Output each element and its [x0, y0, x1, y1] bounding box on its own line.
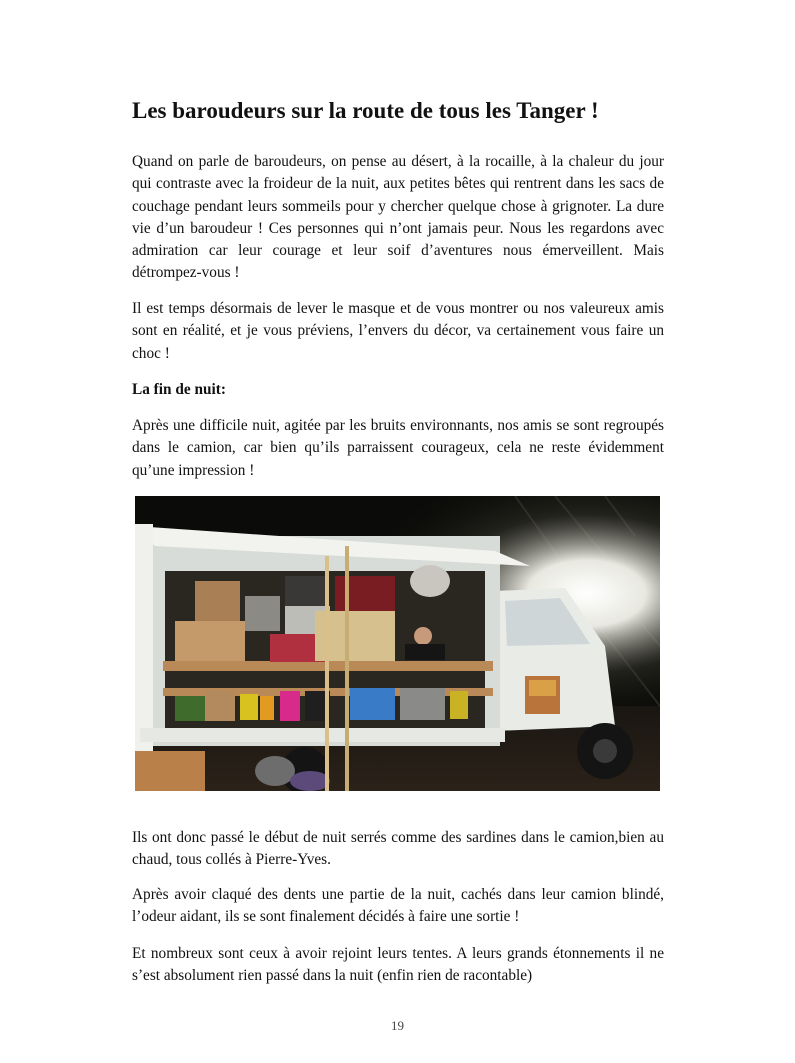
- reveal-paragraph: Il est temps désormais de lever le masque et de vous montrer ou nos valeureux amis sont en réalité, et je vous préviens, l’envers du décor, va certainement vous faire un choc !: [132, 300, 664, 362]
- sortie-paragraph: Après avoir claqué des dents une partie de la nuit, cachés dans leur camion blindé, l’odeur aidant, ils se sont finalement décidés à faire une sortie !: [132, 886, 664, 926]
- tents-paragraph: Et nombreux sont ceux à avoir rejoint leurs tentes. A leurs grands étonnements il ne s’est absolument rien passé dans la nuit (enfin rien de racontable): [132, 945, 664, 985]
- page-title: Les baroudeurs sur la route de tous les Tanger !: [132, 98, 599, 123]
- truck-photo: [135, 496, 660, 791]
- intro-paragraph: Quand on parle de baroudeurs, on pense au désert, à la rocaille, à la chaleur du jour qui contraste avec la froideur de la nuit, aux petites bêtes qui rentrent dans les sacs de couchage pendant leurs sommeils pour y chercher quelque chose à grignoter. La dure vie d’un baroudeur ! Ces personnes qui n’ont jamais peur. Nous les regardons avec admiration car leur courage et leur soif d’aventures nous émerveillent. Mais détrompez-vous !: [132, 153, 664, 282]
- truck-photo-illustration: [135, 496, 660, 791]
- page-number: 19: [391, 1018, 404, 1033]
- section-subheading: La fin de nuit:: [132, 381, 226, 398]
- sardines-paragraph: Ils ont donc passé le début de nuit serrés comme des sardines dans le camion,bien au chaud, tous collés à Pierre-Yves.: [132, 829, 664, 869]
- night-paragraph: Après une difficile nuit, agitée par les bruits environnants, nos amis se sont regroupés dans le camion, car bien qu’ils parraissent courageux, cela ne reste évidemment qu’une impression !: [132, 417, 664, 479]
